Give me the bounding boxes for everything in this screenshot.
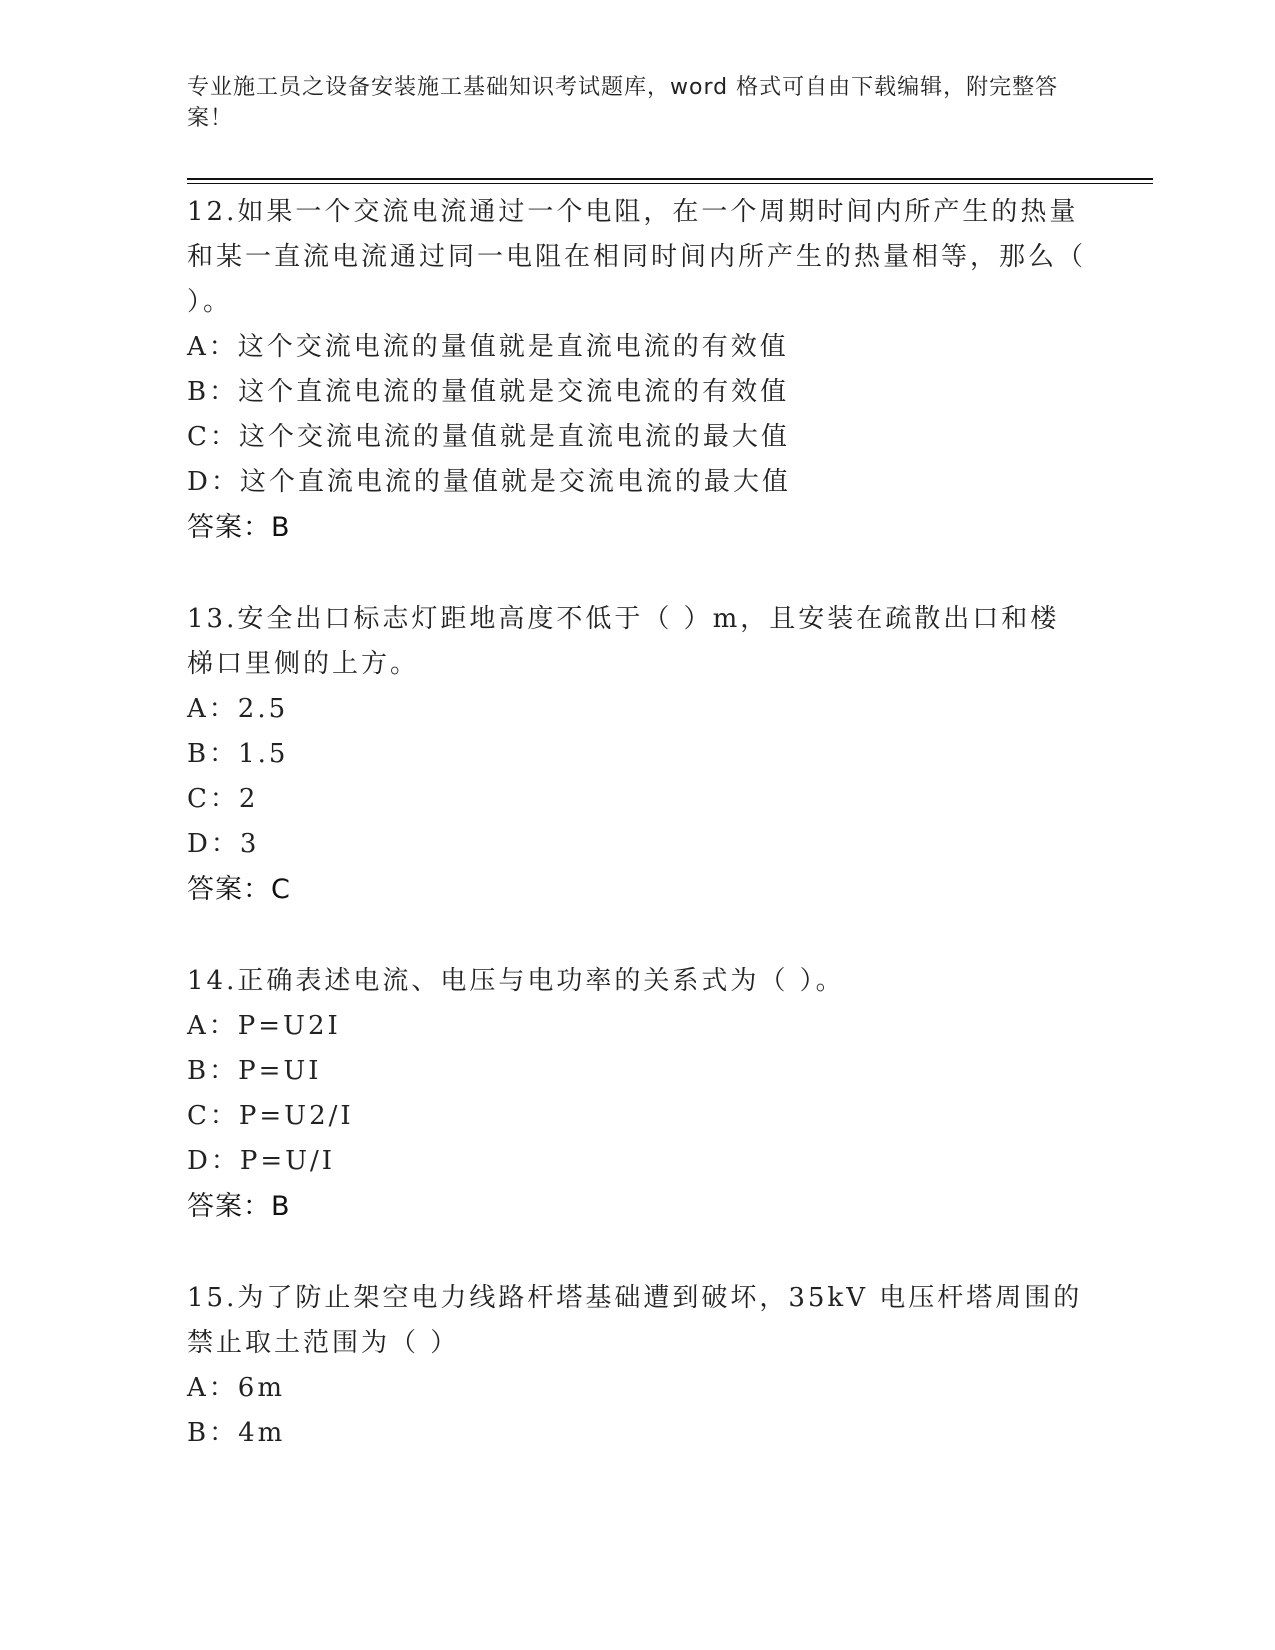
option-b: B：P=UI: [187, 1056, 322, 1086]
header-rule-thin: [187, 183, 1153, 184]
answer: 答案：B: [187, 1191, 291, 1222]
option-d: D：这个直流电流的量值就是交流电流的最大值: [187, 467, 791, 497]
option-c: C：这个交流电流的量值就是直流电流的最大值: [187, 422, 790, 452]
question-14: [187, 959, 1087, 1230]
option-a: A：6m: [187, 1373, 285, 1403]
answer: 答案：C: [187, 874, 291, 905]
option-a: A：2.5: [187, 694, 289, 724]
answer: 答案：B: [187, 512, 291, 543]
option-b: B：1.5: [187, 739, 289, 769]
question-12: [187, 190, 1087, 551]
option-c: C：2: [187, 784, 259, 814]
page-header: 专业施工员之设备安装施工基础知识考试题库，word 格式可自由下载编辑，附完整答案！: [187, 75, 1059, 131]
question-text: 14.正确表述电流、电压与电功率的关系式为（ ）。: [187, 966, 845, 996]
option-d: D：P=U/I: [187, 1146, 336, 1176]
question-13: [187, 597, 1087, 913]
question-text: 15.为了防止架空电力线路杆塔基础遭到破坏，35kV 电压杆塔周围的禁止取土范围为（ ）: [187, 1283, 1083, 1358]
question-text: 12.如果一个交流电流通过一个电阻，在一个周期时间内所产生的热量和某一直流电流通过同一电阻在相同时间内所产生的热量相等，那么（ ）。: [187, 197, 1087, 317]
question-text: 13.安全出口标志灯距地高度不低于（ ）m，且安装在疏散出口和楼梯口里侧的上方。: [187, 604, 1060, 679]
question-15: [187, 1276, 1087, 1456]
header-rule: [187, 178, 1153, 180]
option-b: B：4m: [187, 1418, 286, 1448]
option-a: A：P=U2I: [187, 1011, 341, 1041]
option-b: B：这个直流电流的量值就是交流电流的有效值: [187, 377, 790, 407]
option-a: A：这个交流电流的量值就是直流电流的有效值: [187, 332, 789, 362]
question-list: [187, 190, 1087, 1502]
option-c: C：P=U2/I: [187, 1101, 354, 1131]
option-d: D：3: [187, 829, 260, 859]
